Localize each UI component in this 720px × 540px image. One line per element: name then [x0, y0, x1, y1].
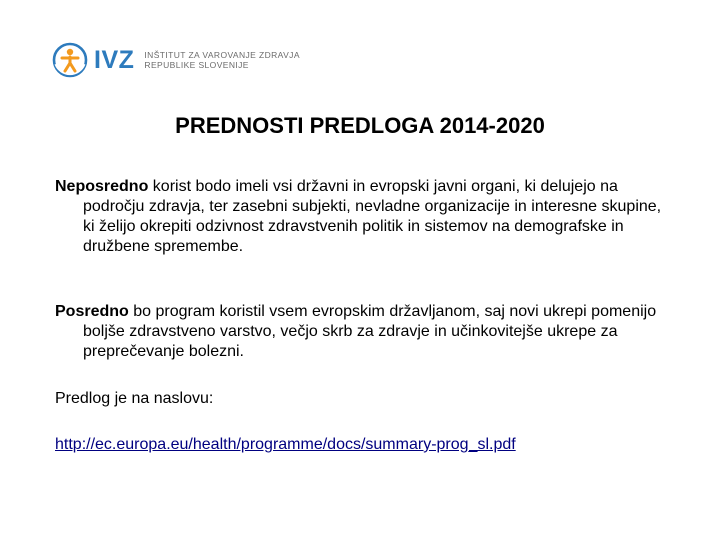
link-paragraph: [55, 435, 673, 455]
paragraph-body-indirect: bo program koristil vsem evropskim državljanom, saj novi ukrepi pomenijo boljše zdravstveno varstvo, večjo skrb za zdravje in učinkovitejše ukrepe za preprečevanje bolezni.: [83, 303, 657, 360]
paragraph-lead-direct: Neposredno: [55, 178, 149, 195]
institute-name-line1: INŠTITUT ZA VAROVANJE ZDRAVJA: [144, 50, 300, 60]
slide-title: PREDNOSTI PREDLOGA 2014-2020: [175, 113, 545, 138]
institute-name: [144, 50, 300, 70]
paragraph-lead-indirect: Posredno: [55, 303, 129, 320]
paragraph-address-intro: Predlog je na naslovu:: [55, 390, 214, 407]
logo-wordmark: IVZ: [94, 45, 135, 74]
paragraph-body-direct: korist bodo imeli vsi državni in evropski javni organi, ki delujejo na področju zdravja, ter zasebni subjekti, nevladne organizacije in interesne skupine, ki želijo okrepiti odzivnost zdravstvenih politik in sistemov na demografske in družbene spremembe.: [83, 178, 662, 255]
paragraph-indirect-benefit: [55, 302, 673, 362]
ivz-person-icon: [52, 42, 88, 78]
proposal-link[interactable]: http://ec.europa.eu/health/programme/docs/summary-prog_sl.pdf: [55, 436, 516, 453]
institute-name-line2: REPUBLIKE SLOVENIJE: [144, 60, 249, 70]
ivz-logo: [52, 40, 300, 80]
paragraph-direct-benefit: [55, 177, 673, 257]
